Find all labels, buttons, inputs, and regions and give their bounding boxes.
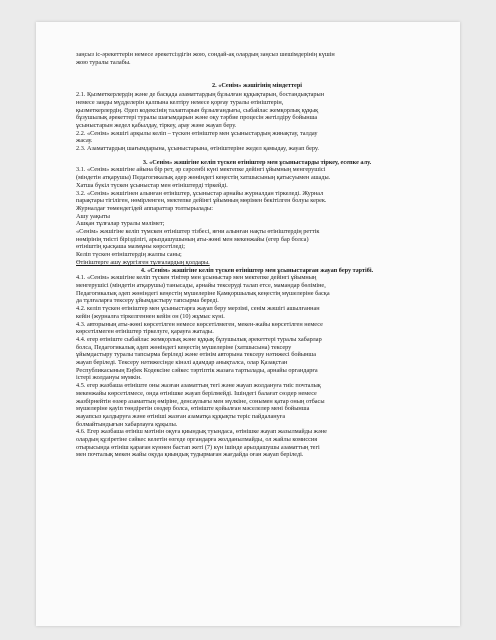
document-page — [36, 22, 460, 626]
text-line: Келіп түскен өтініштердің жалпы саны; — [76, 251, 182, 259]
text-line: өтініштің қысқаша мазмұны көрсетіледі; — [76, 243, 185, 251]
text-line: Ашу уақыты — [76, 212, 110, 220]
text-line: 3.2. «Сенім» жәшігінен алынған өтініштер, ұсыныстар арнайы журналдан тіркеледі. Журнал — [76, 189, 324, 197]
text-line: 4.2. келіп түскен өтініштер мен ұсыныстарға жауап беру мерзімі, сенім жәшігі ашылғаннан — [76, 305, 320, 313]
text-line-signatures: Өтініштерге ашу жүргізген тұлғалардың қолдары. — [76, 258, 210, 266]
text-line: Республикасының Еңбек Кодексіне сәйкес тәртіптік жазаға тартылады, арнайы органдарға — [76, 366, 318, 374]
text-line: 4.5. егер жазбаша өтініште оны жазған азаматтың тегі және жауап жолдануға тиіс почталық — [76, 382, 321, 390]
text-line: мен почталық мекен жайы оқуда қиындық тудырмаған жағдайда оған жауап беріледі. — [76, 451, 304, 459]
text-line: Педагогикалық әдеп жөніндегі кеңестің мүшелеріне Қамқоршылық кеңестің мүшелеріне басқа — [76, 289, 330, 297]
text-line: 2.3. Азаматтардың шағымдарына, ұсыныстарына, өтініштеріне жедел қамыдау, жауап беру. — [76, 145, 319, 153]
text-line: Хатша бүкіл түскен ұсыныстар мен өтініштерді тіркейді. — [76, 181, 228, 189]
section-3-body — [76, 166, 438, 266]
text-line: жауапсыз қалдыруға және өтініші жазған азаматқа құқықты теріс пайдалануға — [76, 412, 286, 420]
text-line: мекенжайы көрсетілмесе, онда өтінішке жауап берілмейді. Ішіндегі балағат сөздер немесе — [76, 389, 317, 397]
text-line: 2.1. Қызметкерлердің және де басқада азаматтардың бұзылған құқықтарын, бостандықтарын — [76, 91, 325, 99]
text-line: да тұлғаларға тексеру ұйымдастыру тапсырма береді. — [76, 297, 219, 305]
text-line: олардың құзіретіне сәйкес келетін өзгеде органдарға жолданылмайды, ол жайлы комиссия — [76, 436, 318, 444]
text-line: жою туралы талабы. — [76, 58, 131, 66]
text-line: болса, Педагогикалық әдеп жөніндегі кеңестің мүшелеріне (хатшысына) тексеру — [76, 343, 292, 351]
text-line: істері жолдануы мүмкін. — [76, 374, 142, 382]
text-line: қызметкерлердің. Әдеп кодексінің талаптарын бұзылғандығы, сыбайлас жемқорлық құқық — [76, 106, 319, 114]
text-line: жазбірнейтін өзәер азаматтың өміріне, денсаулығы мен мүлкіне, сонымен қатар оның отбасы — [76, 397, 325, 405]
section-2-heading: 2. «Сенім» жәшігінің міндеттері — [211, 82, 303, 90]
text-line: парақтары тігіліген, нөмірленген, мектепке дейінгі ұйымның мөрімен бекітілген болуы керек. — [76, 197, 327, 205]
text-line: Ашқан тұлғалар туралы мәлімет; — [76, 220, 165, 228]
text-line: 2.2. «Сенім» жәшігі арқылы келіп – түскен өтініштер мен ұсыныстардың жинақтау, талдау — [76, 129, 318, 137]
text-line: менгерушісі (міндетін атқарушы) танысады, арнайы тексеруді талап етсе, мамандар бөліміне, — [76, 281, 326, 289]
text-line: болмайтындығын хабарлауға құқылы. — [76, 420, 178, 428]
section-4-body — [76, 274, 438, 459]
document-body — [76, 22, 438, 459]
text-line: 4.3. авторының аты-жөні көрсетілген немесе көрсетілмеген, мекен-жайы көрсетілген немесе — [76, 320, 323, 328]
section-4-heading: 4. «Сенім» жәшігіне келіп түскен өтініштер мен ұсыныстарған жауап беру тәртібі. — [140, 266, 374, 274]
text-line: 4.1. «Сенім» жәшігіне келіп түскен тінітер мен ұсыныстар мен мектепке дейінгі ұйымның — [76, 274, 317, 282]
text-line: «Сенім» жәшігіне келіп түмскен өтініштер тізбесі, яғни алынған нақты өтініштердің реттік — [76, 228, 320, 236]
text-line: 4.6. Егер жазбаша өтініш мәтінін оқуға қиындық туындаса, өтінішке жауап жазылмайды және — [76, 428, 327, 436]
text-line: бұзушылық әрекеттері туралы шағымдарын және оқу тәрбие процесін жетілдіру бойынша — [76, 114, 318, 122]
text-line: жауап беріледі. Тексеру нәтижесінде кінәлі адамдар анықталса, олар Қазақстан — [76, 359, 288, 367]
text-line: 4.4. егер өтініште сыбайлас жемқорлық және құқық бұзушылық әрекеттері туралы хабарлар — [76, 335, 322, 343]
text-line: мүшелеріне қауіп төндіретін сөздер болса, өтініште қойылған мәселелер мені бойынша — [76, 405, 310, 413]
text-line: 3.1. «Сенім» жәшігіне айына бір рет, әр сәрсенбі күні мектепке дейінгі ұйымның менгерушісі — [76, 166, 326, 174]
section-2-body — [76, 91, 438, 153]
text-line: ұйымдастыру туралы тапсырма беріледі және өтінім авторына тексеру нәтижесі бойынша — [76, 351, 317, 359]
text-line: кейін (журналға тіркелгеннен кейін он (10) жұмыс күні. — [76, 312, 225, 320]
text-line: көрсетілмеген өтініштер тіркелуге, қарауға жатады. — [76, 328, 214, 336]
text-line: нөмірінің тиісті бірізділігі, арыздашушының аты-жөні мен мекенжайы (егер бар болса) — [76, 235, 309, 243]
intro-text — [76, 51, 438, 66]
section-3-heading: 3. «Сенім» жәшігіне келіп түскен өтініштер мен ұсыныстарды тіркеу, есепке алу. — [142, 158, 372, 166]
text-line: немесе заңды мүдделерін қалпына келтіру немесе қорғау туралы өтініштерін, — [76, 98, 284, 106]
text-line: отырысында өтініш қараған күннен бастап жеті (7) күн ішінде арыздашушы азаматтың тегі — [76, 443, 320, 451]
text-line: (міндетін атқарушы) Педагогикалық әдер жөніндегі кеңестің хатшысының қатысуымен ашады. — [76, 174, 331, 182]
text-line: заңсыз іс-әрекеттерін немесе әрекетсіздігін жою, сондай-ақ олардың заңсыз шешімдерінің күшін — [76, 51, 335, 58]
text-line: Журналдағ төмендегідей аппараттар толтырылады: — [76, 204, 213, 212]
text-line: жасау. — [76, 137, 93, 145]
text-line: ұсыныстарын жедел қабылдау, тіркеу, арау және жауап беру. — [76, 121, 237, 129]
